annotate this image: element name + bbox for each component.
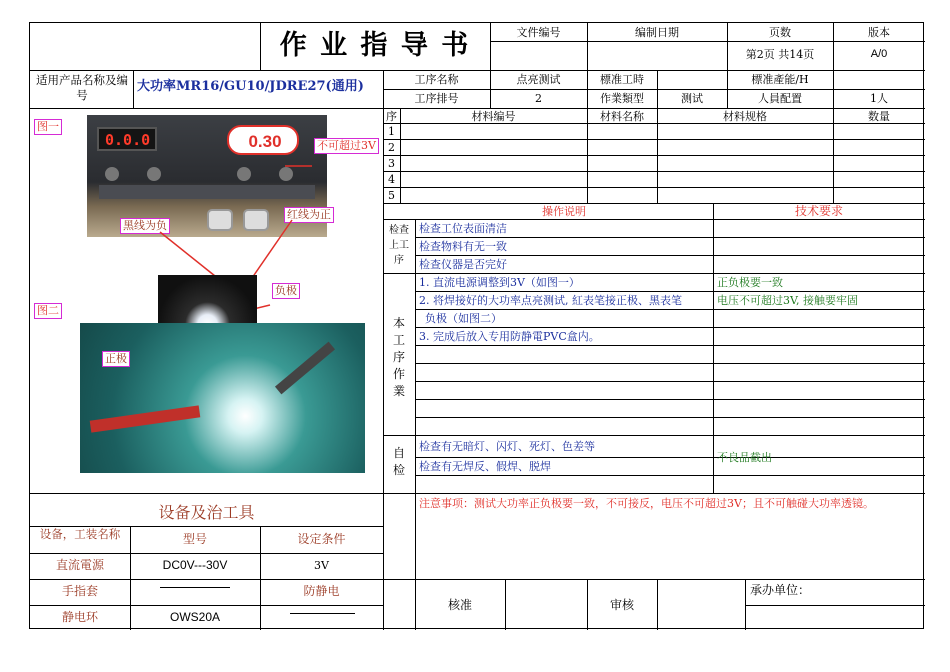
grid-line	[30, 493, 925, 494]
grid-line	[415, 381, 925, 382]
grid-line	[30, 605, 383, 606]
product-label: 适用产品名称及编号	[36, 73, 128, 102]
grid-line	[383, 187, 925, 188]
current-display-value: 0.0.0	[105, 131, 151, 149]
grid-line	[30, 70, 925, 71]
grid-line	[260, 23, 261, 70]
black-wire-tag: 黑线为负	[120, 218, 170, 234]
pre-check-item: 检查物料有无一致	[419, 240, 507, 253]
materials-row-number: 1	[388, 125, 395, 138]
work-instruction-sheet	[29, 22, 924, 629]
negative-tag: 负极	[272, 283, 300, 299]
staff-value: 1人	[870, 92, 888, 105]
approve-label: 核准	[447, 598, 472, 612]
caution-note: 注意事项：测试大功率正负极要一致，不可接反，电压不可超过3V；且不可触碰大功率透镜。	[419, 497, 874, 510]
pages-label: 页数	[769, 26, 791, 39]
version-value: A/0	[870, 48, 888, 60]
figure-1-label: 图一	[34, 119, 62, 135]
grid-line	[713, 203, 714, 493]
main-requirement: 电压不可超过3V, 接触要牢固	[717, 294, 859, 307]
blank-model-line	[160, 587, 230, 588]
work-type-value: 测试	[681, 92, 703, 105]
arrow-red-wire	[252, 220, 292, 278]
grid-line	[383, 139, 925, 140]
equipment-cond: 3V	[314, 559, 329, 572]
grid-line	[383, 203, 925, 204]
equipment-model: OWS20A	[169, 610, 220, 624]
grid-line	[30, 579, 383, 580]
process-name-label: 工序名称	[414, 73, 459, 86]
grid-line	[415, 399, 925, 400]
grid-line	[383, 171, 925, 172]
grid-line	[383, 123, 925, 124]
doc-no-label: 文件编号	[516, 26, 561, 39]
grid-line	[383, 89, 925, 90]
materials-header-seq: 序	[386, 110, 397, 123]
materials-row-number: 3	[388, 157, 395, 170]
grid-line	[133, 70, 134, 108]
grid-line	[383, 273, 925, 274]
self-check-item: 检查有无焊反、假焊、脱焊	[419, 460, 551, 473]
main-work-item: 2. 将焊接好的大功率点亮测试, 紅表笔接正极、黑表笔	[419, 294, 682, 307]
review-label: 审核	[609, 598, 634, 612]
main-work-item: 3. 完成后放入专用防静電PVC盒内。	[419, 330, 600, 343]
grid-line	[415, 417, 925, 418]
version-label: 版本	[868, 26, 890, 39]
grid-line	[415, 475, 925, 476]
black-probe	[275, 342, 335, 395]
grid-line	[657, 579, 658, 630]
materials-header-qty: 数量	[868, 110, 890, 123]
self-requirement: 不良品截出	[717, 451, 772, 464]
pre-check-item: 检查工位表面清洁	[419, 222, 507, 235]
main-work-item: 负极（如图二）	[425, 312, 502, 325]
process-name-value: 点亮测试	[516, 73, 561, 86]
grid-line	[415, 255, 925, 256]
materials-header-name: 材料名称	[600, 110, 644, 123]
grid-line	[415, 363, 925, 364]
grid-line	[30, 553, 383, 554]
org-label: 承办单位：	[750, 583, 811, 597]
positive-tag: 正极	[102, 351, 130, 367]
grid-line	[415, 327, 925, 328]
blank-cond-line	[290, 613, 355, 614]
grid-line	[505, 579, 506, 630]
materials-header-spec: 材料规格	[723, 110, 767, 123]
process-seq-value: 2	[535, 92, 542, 105]
arrow-black-wire	[160, 232, 215, 276]
red-wire-tag: 红线为正	[284, 207, 334, 223]
materials-row-number: 5	[388, 189, 395, 202]
pre-check-label: 检查上工序	[389, 225, 409, 266]
materials-header-code: 材料编号	[471, 110, 516, 123]
pages-value: 第2页 共14页	[745, 48, 815, 61]
equipment-title: 设备及治工具	[158, 503, 255, 522]
main-work-item: 1. 直流电源调整到3V（如图一）	[419, 276, 580, 289]
equipment-cond: 防静电	[303, 584, 340, 598]
materials-row-number: 2	[388, 141, 395, 154]
grid-line	[383, 493, 384, 630]
grid-line	[415, 291, 925, 292]
grid-line	[383, 219, 925, 220]
equipment-name: 手指套	[61, 584, 98, 598]
grid-line	[415, 345, 925, 346]
materials-row-number: 4	[388, 173, 395, 186]
ops-header: 操作说明	[542, 205, 586, 218]
red-probe	[90, 405, 201, 432]
process-seq-label: 工序排号	[414, 92, 459, 105]
product-name: 大功率MR16/GU10/JDRE27(通用)	[137, 79, 364, 94]
pre-check-item: 检查仪器是否完好	[419, 258, 507, 271]
grid-line	[745, 605, 925, 606]
equipment-header-cond: 设定条件	[297, 532, 346, 546]
grid-line	[383, 435, 925, 436]
grid-line	[415, 309, 925, 310]
equipment-header-model: 型号	[182, 532, 207, 546]
grid-line	[415, 219, 416, 493]
tech-header: 技术要求	[794, 204, 843, 218]
main-work-label: 本工序作業	[392, 316, 405, 398]
edit-date-label: 编制日期	[635, 26, 679, 39]
page-title: 作 业 指 导 书	[279, 30, 471, 61]
led-test-photo	[80, 323, 365, 473]
limit-tag: 不可超过3V	[314, 138, 379, 154]
std-time-label: 標准工時	[600, 73, 644, 86]
equipment-model: DC0V---30V	[162, 558, 228, 572]
std-output-label: 標准產能/H	[751, 73, 809, 86]
self-check-item: 检查有无暗灯、闪灯、死灯、色差等	[419, 440, 595, 453]
equipment-header-name: 设备，工装名称	[39, 527, 121, 541]
figure-2-label: 图二	[34, 303, 62, 319]
self-check-label: 自检	[392, 446, 405, 477]
grid-line	[415, 457, 925, 458]
grid-line	[383, 579, 925, 580]
equipment-name: 直流電源	[55, 558, 104, 572]
grid-line	[415, 237, 925, 238]
voltage-display-value: 0.30	[248, 132, 282, 151]
equipment-name: 静电环	[61, 610, 98, 624]
grid-line	[383, 155, 925, 156]
grid-line	[490, 41, 925, 42]
staff-label: 人員配置	[758, 92, 802, 105]
work-type-label: 作業類型	[600, 92, 644, 105]
main-requirement: 正负极要一致	[717, 276, 783, 289]
